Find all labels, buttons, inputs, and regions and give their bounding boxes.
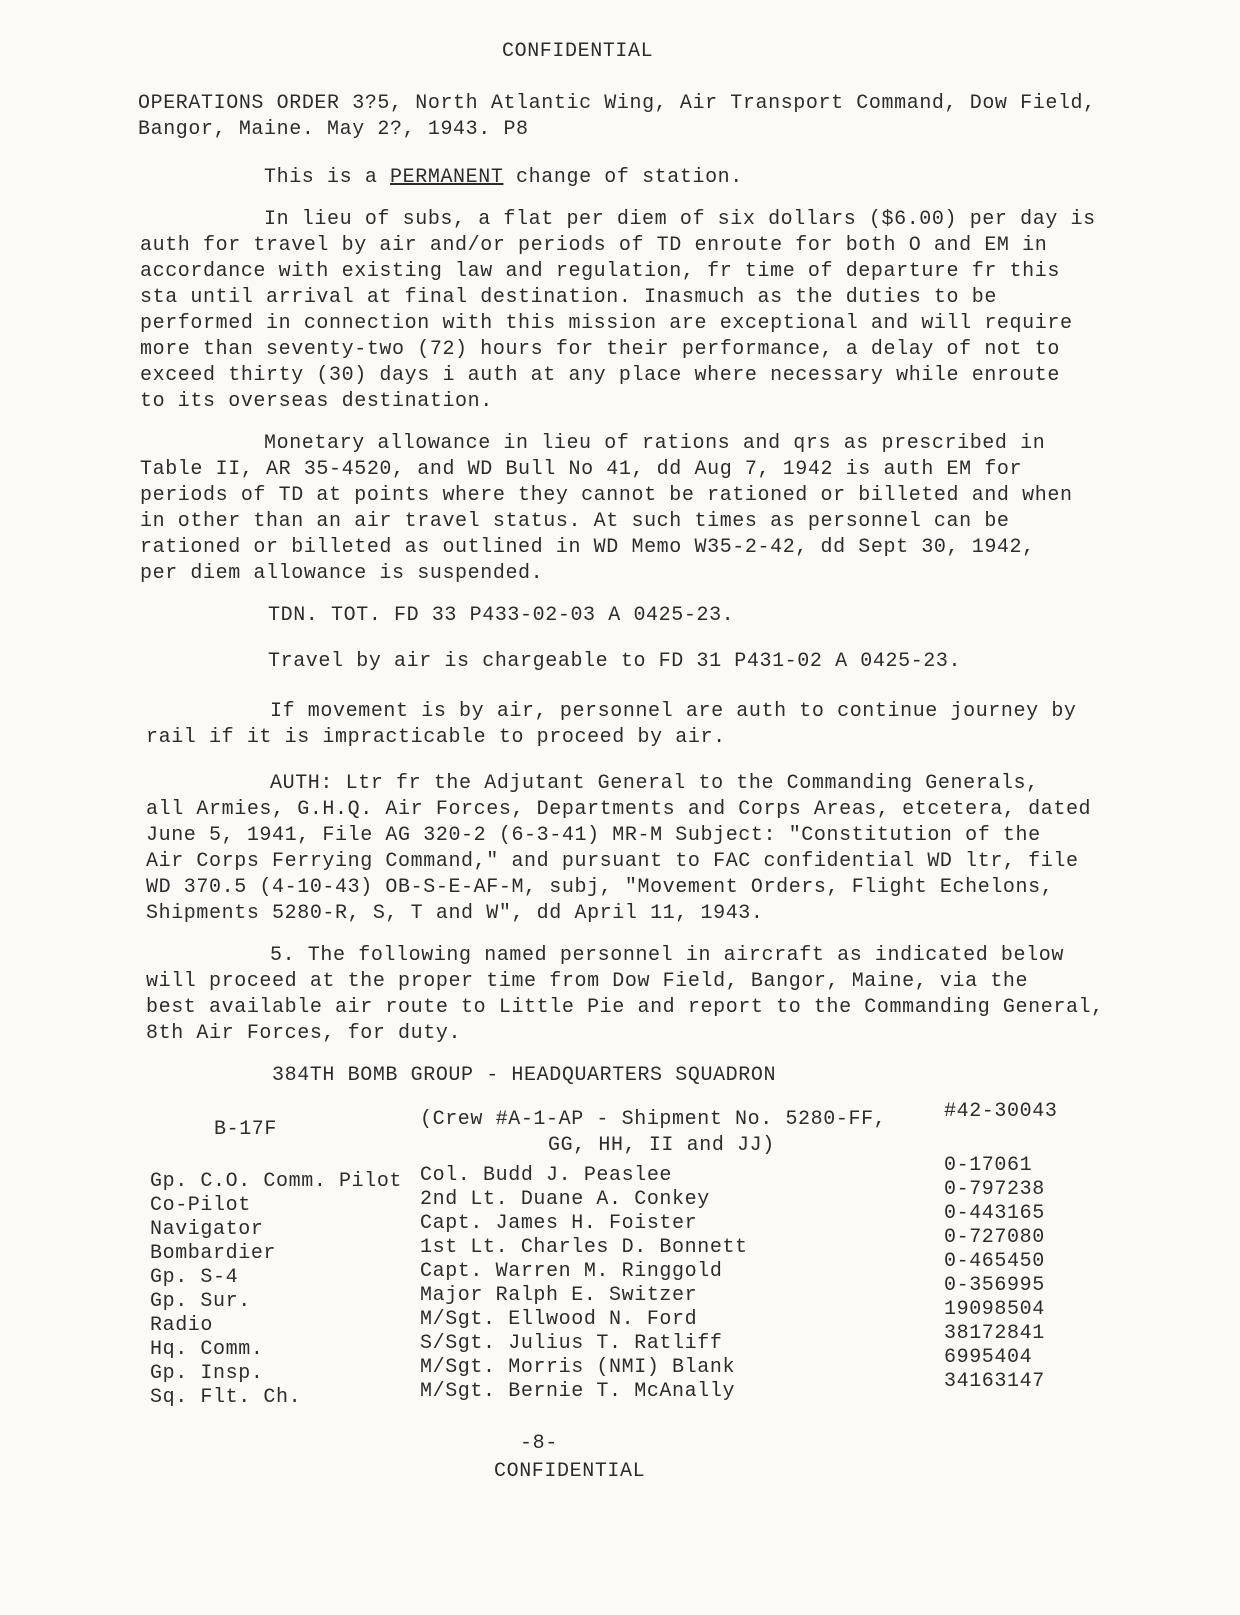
crew-role: Hq. Comm. [150, 1338, 264, 1361]
auth-line: WD 370.5 (4-10-43) OB-S-E-AF-M, subj, "Movement Orders, Flight Echelons, [146, 876, 1054, 899]
permanent-word: PERMANENT [390, 166, 504, 189]
crew-serial: 0-443165 [944, 1202, 1045, 1225]
crew-serial: 0-797238 [944, 1178, 1045, 1201]
crew-role: Sq. Flt. Ch. [150, 1386, 302, 1409]
crew-serial: 34163147 [944, 1370, 1045, 1393]
crew-name: Capt. Warren M. Ringgold [420, 1260, 723, 1283]
para-5-line: 8th Air Forces, for duty. [146, 1022, 462, 1045]
page-number: -8- [520, 1432, 558, 1455]
crew-role: Navigator [150, 1218, 264, 1241]
perdiem-line: In lieu of subs, a flat per diem of six dollars ($6.00) per day is [264, 208, 1096, 231]
auth-line: AUTH: Ltr fr the Adjutant General to the Commanding Generals, [270, 772, 1039, 795]
perdiem-line: accordance with existing law and regulation, fr time of departure fr this [140, 260, 1060, 283]
footer-classification: CONFIDENTIAL [494, 1460, 646, 1483]
crew-name: M/Sgt. Morris (NMI) Blank [420, 1356, 736, 1379]
perdiem-line: performed in connection with this mission are exceptional and will require [140, 312, 1073, 335]
crew-role: Gp. Sur. [150, 1290, 251, 1313]
travel-chargeable-line: Travel by air is chargeable to FD 31 P431-02 A 0425-23. [268, 650, 962, 673]
crew-shipment-line-1: (Crew #A-1-AP - Shipment No. 5280-FF, [420, 1108, 887, 1131]
para-5-line: 5. The following named personnel in aircraft as indicated below [270, 944, 1064, 967]
crew-role: Gp. C.O. Comm. Pilot [150, 1170, 403, 1193]
header-classification: CONFIDENTIAL [502, 40, 654, 63]
monetary-line: per diem allowance is suspended. [140, 562, 544, 585]
crew-name: 1st Lt. Charles D. Bonnett [420, 1236, 748, 1259]
monetary-line: Table II, AR 35-4520, and WD Bull No 41, dd Aug 7, 1942 is auth EM for [140, 458, 1023, 481]
crew-serial: 6995404 [944, 1346, 1033, 1369]
perdiem-line: sta until arrival at final destination. Inasmuch as the duties to be [140, 286, 997, 309]
crew-name: Major Ralph E. Switzer [420, 1284, 698, 1307]
monetary-line: rationed or billeted as outlined in WD Memo W35-2-42, dd Sept 30, 1942, [140, 536, 1035, 559]
crew-name: Capt. James H. Foister [420, 1212, 698, 1235]
crew-name: M/Sgt. Ellwood N. Ford [420, 1308, 698, 1331]
squadron-heading: 384TH BOMB GROUP - HEADQUARTERS SQUADRON [272, 1064, 777, 1087]
auth-line: all Armies, G.H.Q. Air Forces, Departments and Corps Areas, etcetera, dated [146, 798, 1092, 821]
tdn-line: TDN. TOT. FD 33 P433-02-03 A 0425-23. [268, 604, 735, 627]
order-title-line-1: OPERATIONS ORDER 3?5, North Atlantic Wing, Air Transport Command, Dow Field, [138, 92, 1096, 115]
tail-number: #42-30043 [944, 1100, 1058, 1123]
monetary-line: periods of TD at points where they cannot be rationed or billeted and when [140, 484, 1073, 507]
order-title-line-2: Bangor, Maine. May 2?, 1943. P8 [138, 118, 529, 141]
crew-serial: 19098504 [944, 1298, 1045, 1321]
crew-serial: 38172841 [944, 1322, 1045, 1345]
crew-role: Radio [150, 1314, 214, 1337]
movement-line: rail if it is impracticable to proceed by air. [146, 726, 726, 749]
para-5-line: will proceed at the proper time from Dow Field, Bangor, Maine, via the [146, 970, 1029, 993]
auth-line: Air Corps Ferrying Command," and pursuant to FAC confidential WD ltr, file [146, 850, 1079, 873]
crew-role: Bombardier [150, 1242, 277, 1265]
crew-role: Co-Pilot [150, 1194, 251, 1217]
crew-name: S/Sgt. Julius T. Ratliff [420, 1332, 723, 1355]
crew-shipment-line-2: GG, HH, II and JJ) [548, 1134, 775, 1157]
auth-line: Shipments 5280-R, S, T and W", dd April 11, 1943. [146, 902, 764, 925]
monetary-line: in other than an air travel status. At such times as personnel can be [140, 510, 1010, 533]
auth-line: June 5, 1941, File AG 320-2 (6-3-41) MR-M Subject: "Constitution of the [146, 824, 1041, 847]
permanent-change-line [264, 166, 743, 190]
perdiem-line: exceed thirty (30) days i auth at any place where necessary while enroute [140, 364, 1060, 387]
para-5-line: best available air route to Little Pie and report to the Commanding General, [146, 996, 1104, 1019]
crew-name: 2nd Lt. Duane A. Conkey [420, 1188, 710, 1211]
movement-line: If movement is by air, personnel are auth to continue journey by [270, 700, 1077, 723]
perdiem-line: auth for travel by air and/or periods of TD enroute for both O and EM in [140, 234, 1048, 257]
monetary-line: Monetary allowance in lieu of rations and qrs as prescribed in [264, 432, 1046, 455]
crew-name: Col. Budd J. Peaslee [420, 1164, 673, 1187]
crew-serial: 0-727080 [944, 1226, 1045, 1249]
crew-serial: 0-465450 [944, 1250, 1045, 1273]
crew-name: M/Sgt. Bernie T. McAnally [420, 1380, 736, 1403]
crew-serial: 0-356995 [944, 1274, 1045, 1297]
perdiem-line: to its overseas destination. [140, 390, 493, 413]
permanent-prefix: This is a [264, 166, 391, 189]
perdiem-line: more than seventy-two (72) hours for their performance, a delay of not to [140, 338, 1060, 361]
crew-serial: 0-17061 [944, 1154, 1033, 1177]
permanent-suffix: change of station. [503, 166, 743, 189]
aircraft-type: B-17F [214, 1118, 278, 1141]
crew-role: Gp. S-4 [150, 1266, 239, 1289]
crew-role: Gp. Insp. [150, 1362, 264, 1385]
